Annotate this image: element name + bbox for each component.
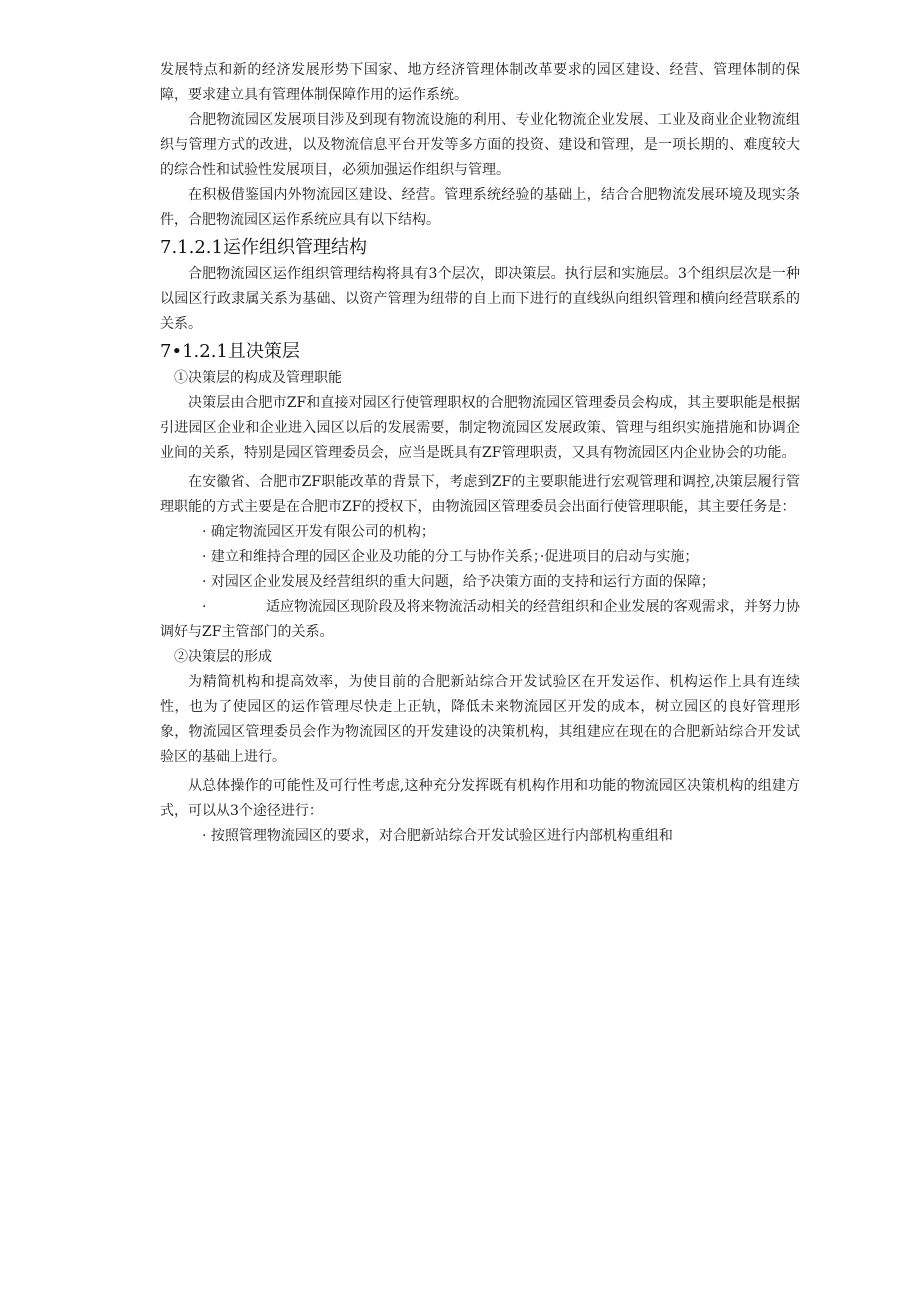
subheading-decision-composition: ①决策层的构成及管理职能	[174, 370, 342, 386]
paragraph-org-structure: 合肥物流园区运作组织管理结构将具有3个层次，即决策层。执行层和实施层。3个组织层次是一种以园区行政隶属关系为基础、以资产管理为纽带的自上而下进行的直线纵向组织管理和横向经营联系的关系。	[160, 266, 800, 332]
paragraph-decision-formation: 为精简机构和提高效率，为使目前的合肥新站综合开发试验区在开发运作、机构运作上具有连续性，也为了使园区的运作管理尽快走上正轨，降低未来物流园区开发的成本，树立园区的良好管理形象，物流园区管理委员会作为物流园区的开发建设的决策机构，其组建应在现在的合肥新站综合开发试验区的基础上进行。	[160, 674, 800, 765]
paragraph-structure-basis: 在积极借鉴国内外物流园区建设、经营。管理系统经验的基础上，结合合肥物流发展环境及现实条件，合肥物流园区运作系统应具有以下结构。	[160, 187, 800, 228]
subheading-decision-formation: ②决策层的形成	[174, 649, 272, 665]
section-heading-7121: 7.1.2.1运作组织管理结构	[160, 237, 367, 258]
list-item: · 按照管理物流园区的要求，对合肥新站综合开发试验区进行内部机构重组和	[202, 828, 673, 844]
list-item-text: 适应物流园区现阶段及将来物流活动相关的经营组织和企业发展的客观需求，并努力协调好与ZF主管部门的关系。	[160, 599, 800, 640]
list-item: · 对园区企业发展及经营组织的重大问题，给予决策方面的支持和运行方面的保障；	[202, 574, 715, 590]
paragraph-decision-tasks-intro: 在安徽省、合肥市ZF职能改革的背景下，考虑到ZF的主要职能进行宏观管理和调控,决策层履行管理职能的方式主要是在合肥市ZF的授权下，由物流园区管理委员会出面行使管理职能，其主要任务是：	[160, 474, 800, 515]
paragraph-intro-continuation: 发展特点和新的经济发展形势下国家、地方经济管理体制改革要求的园区建设、经营、管理体制的保障，要求建立具有管理体制保障作用的运作系统。	[160, 62, 800, 103]
list-item-wrapped	[160, 595, 800, 645]
bullet-dot: ·	[202, 599, 207, 615]
list-item: · 确定物流园区开发有限公司的机构；	[202, 524, 435, 540]
list-item: · 建立和维持合理的园区企业及功能的分工与协作关系；·促进项目的启动与实施；	[202, 549, 699, 565]
paragraph-decision-composition: 决策层由合肥市ZF和直接对园区行使管理职权的合肥物流园区管理委员会构成，其主要职能是根据引进园区企业和企业进入园区以后的发展需要，制定物流园区发展政策、管理与组织实施措施和协调企业间的关系，特别是园区管理委员会，应当是既具有ZF管理职责，又具有物流园区内企业协会的功能。	[160, 395, 800, 461]
document-page	[160, 58, 800, 849]
section-heading-decision-layer: 7•1.2.1且决策层	[160, 341, 300, 362]
paragraph-formation-approach: 从总体操作的可能性及可行性考虑,这种充分发挥既有机构作用和功能的物流园区决策机构的组建方式，可以从3个途径进行：	[160, 778, 800, 819]
paragraph-project-scope: 合肥物流园区发展项目涉及到现有物流设施的利用、专业化物流企业发展、工业及商业企业物流组织与管理方式的改进，以及物流信息平台开发等多方面的投资、建设和管理，是一项长期的、难度较大的综合性和试验性发展项目，必须加强运作组织与管理。	[160, 112, 800, 178]
